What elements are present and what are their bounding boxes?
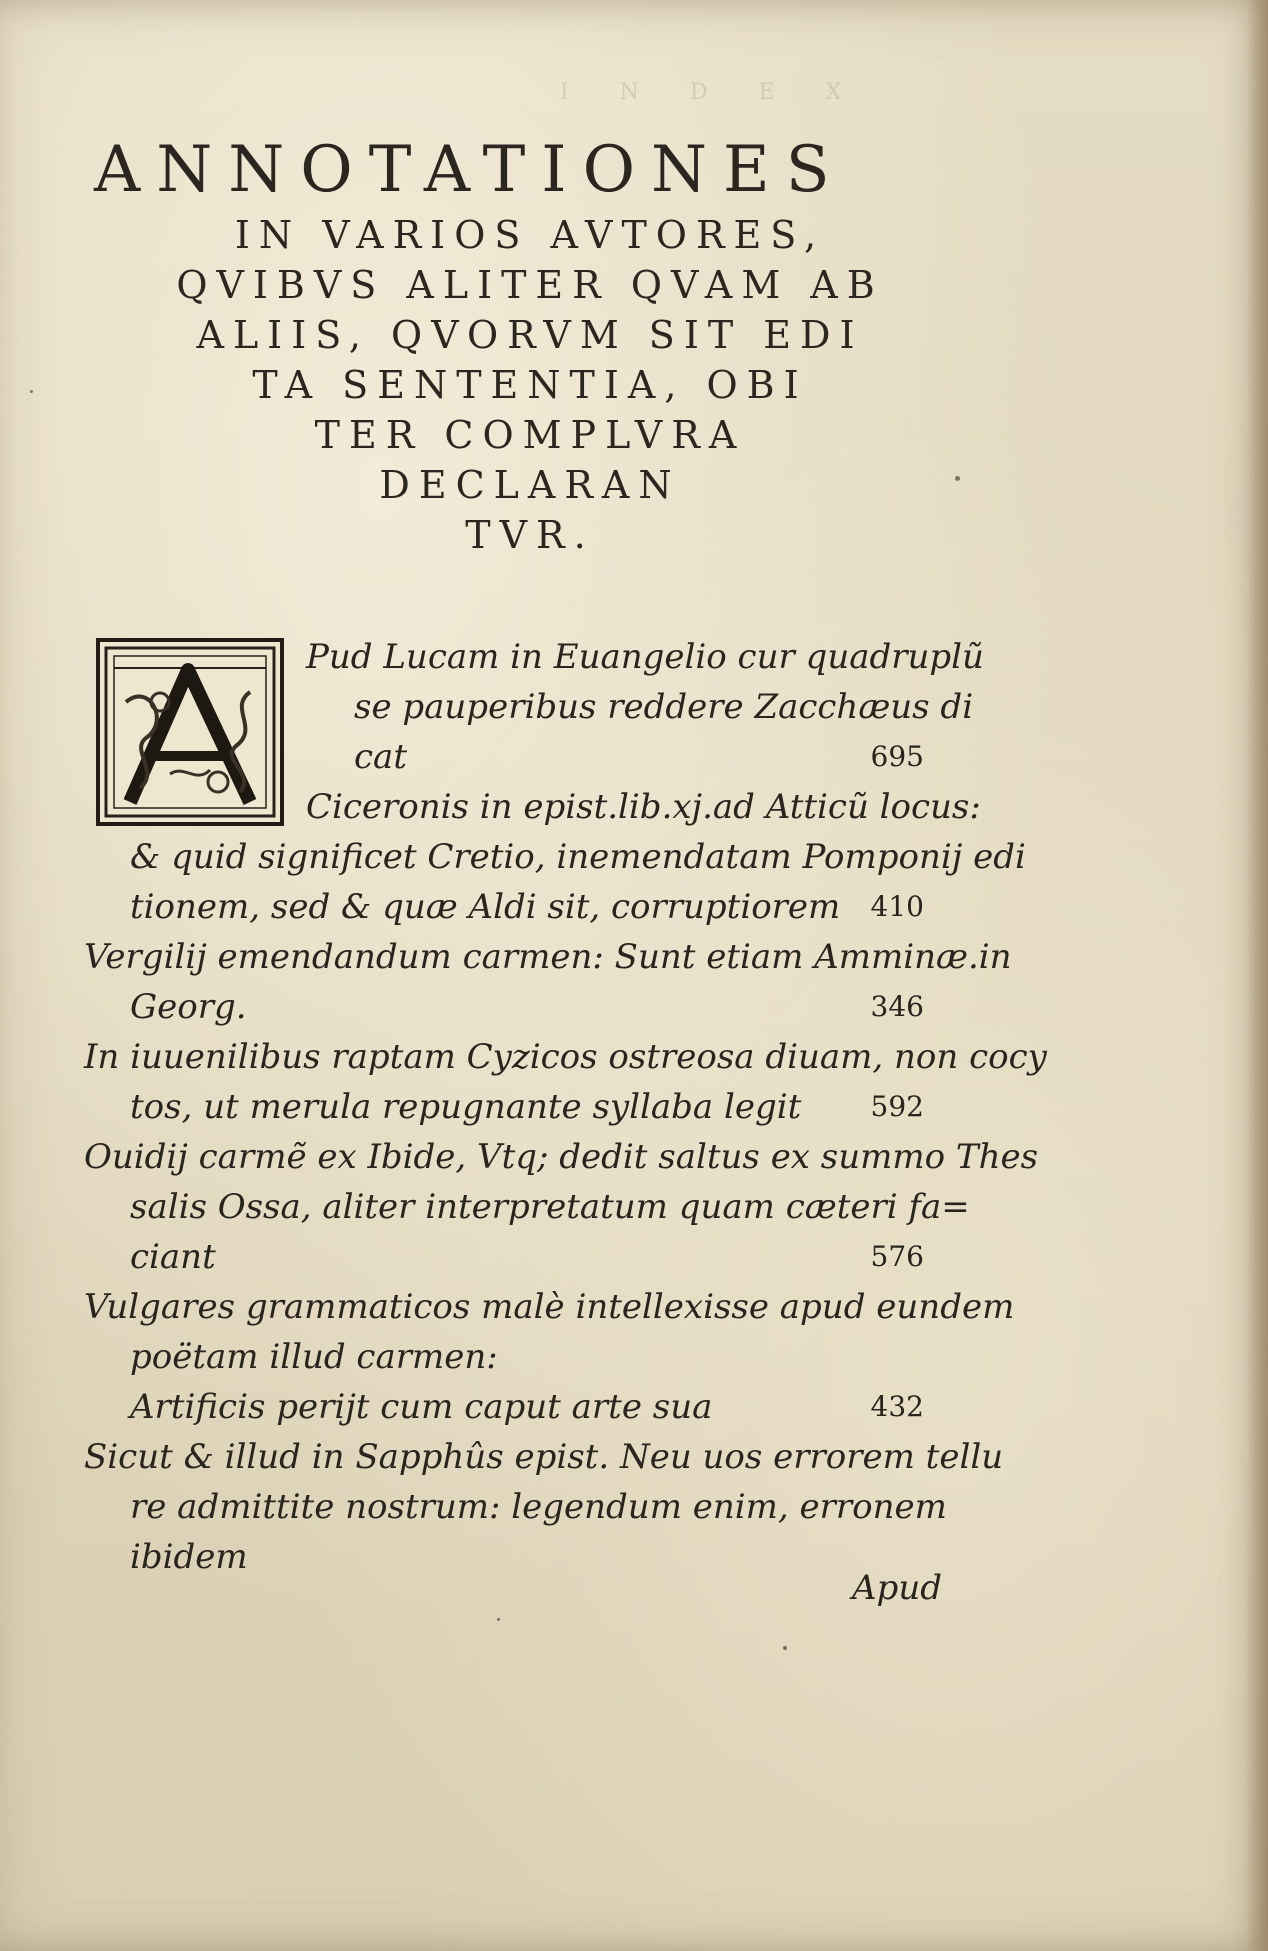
subtitle-line: ALIIS, QVORVM SIT EDI (196, 313, 864, 357)
entry-line: salis Ossa, aliter interpretatum quam cæteri fa= (130, 1187, 970, 1227)
entry-line-last (84, 882, 964, 932)
title-block (80, 130, 980, 560)
page-reference: 410 (870, 890, 924, 923)
paper-speck (955, 476, 960, 481)
entry-line: poëtam illud carmen: (130, 1337, 498, 1377)
entry-line: Sicut & illud in Sapphûs epist. Neu uos errorem tellu (84, 1437, 1004, 1477)
subtitle-line: DECLARAN (379, 463, 681, 507)
catchword: Apud (852, 1568, 942, 1608)
index-entry (84, 1032, 1047, 1132)
index-list (84, 632, 1047, 1582)
index-entry (84, 1282, 1015, 1432)
subtitle-line: TVR. (465, 513, 595, 557)
entry-line: Vulgares grammaticos malè intellexisse apud eundem (84, 1287, 1015, 1327)
subtitle-line: TER COMPLVRA (314, 413, 746, 457)
entry-line-last (84, 1382, 964, 1432)
entry-line: Ouidij carmẽ ex Ibide, Vtq; dedit saltus ex summo Thes (84, 1137, 1039, 1177)
page-reference: 592 (870, 1090, 924, 1123)
page-reference: 695 (870, 740, 924, 773)
paper-speck (30, 390, 33, 393)
index-entry (84, 932, 1012, 1032)
subtitle-line: IN VARIOS AVTORES, (234, 213, 826, 257)
entry-line: ciant (130, 1237, 216, 1277)
page-title: ANNOTATIONES (94, 133, 846, 207)
entry-line: tionem, sed & quæ Aldi sit, corruptiorem (130, 887, 841, 927)
index-entry (84, 632, 984, 782)
entry-line: Georg. (130, 987, 247, 1027)
paper-speck (783, 1646, 787, 1650)
entry-line-last (84, 1232, 964, 1282)
page-reference: 432 (870, 1390, 924, 1423)
show-through-running-head: I N D E X (560, 80, 864, 105)
entry-line: cat (354, 737, 407, 777)
entry-line: Vergilij emendandum carmen: Sunt etiam Amminæ.in (84, 937, 1012, 977)
subtitle-line: TA SENTENTIA, OBI (252, 363, 808, 407)
index-entry (84, 782, 1026, 932)
entry-line: re admittite nostrum: legendum enim, erronem (130, 1487, 947, 1527)
page-edge-shadow (1246, 0, 1268, 1951)
subtitle-line: QVIBVS ALITER QVAM AB (176, 263, 884, 307)
entry-line: tos, ut merula repugnante syllaba legit (130, 1087, 802, 1127)
index-entry (84, 1132, 1039, 1282)
entry-line: Artificis perijt cum caput arte sua (130, 1387, 713, 1427)
entry-line-last (84, 982, 964, 1032)
paper-speck (497, 1618, 500, 1621)
entry-line: se pauperibus reddere Zacchæus di (354, 687, 974, 727)
entry-line: In iuuenilibus raptam Cyzicos ostreosa diuam, non cocy (84, 1037, 1047, 1077)
entry-line-last (84, 732, 964, 782)
entry-line: Ciceronis in epist.lib.xj.ad Atticũ locus: (306, 787, 981, 827)
entry-line-last (84, 1082, 964, 1132)
entry-line: Pud Lucam in Euangelio cur quadruplũ (306, 637, 984, 677)
page-reference: 576 (870, 1240, 924, 1273)
index-entry (84, 1432, 1004, 1582)
entry-line: & quid significet Cretio, inemendatam Pomponij edi (130, 837, 1026, 877)
page-reference: 346 (870, 990, 924, 1023)
entry-line: ibidem (130, 1537, 248, 1577)
